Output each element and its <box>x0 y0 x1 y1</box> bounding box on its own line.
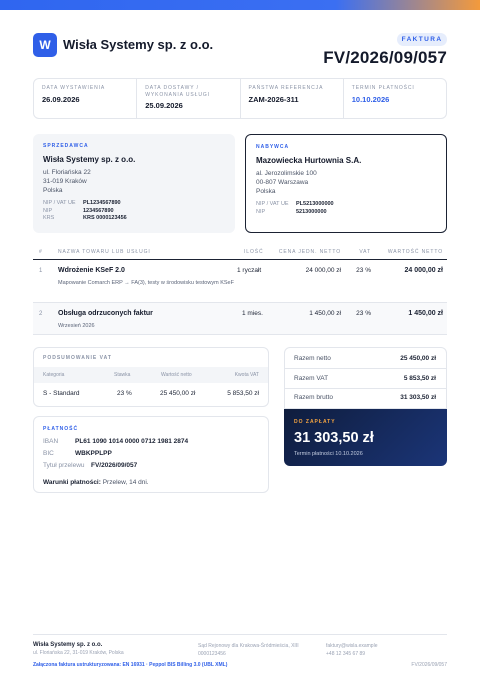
payment-bic <box>43 450 112 457</box>
invoice-meta <box>33 78 447 119</box>
vat-summary-header <box>34 367 268 383</box>
address-country: Polska <box>43 187 63 194</box>
meta-label: DATA WYSTAWIENIA <box>42 85 106 91</box>
footer-attachment-note: Załączona faktura ustrukturyzowana: EN 16931 · Peppol BIS Billing 3.0 (UBL XML) <box>33 662 228 668</box>
invoice-number: FV/2026/09/057 <box>323 48 447 67</box>
amount-due-label: DO ZAPŁATY <box>294 419 336 425</box>
footer-court-line: 0000123456 <box>198 651 226 657</box>
row-amount: 24 000,00 zł <box>404 267 443 274</box>
iban-value: PL61 1090 1014 0000 0712 1981 2874 <box>75 438 189 445</box>
row-vat: 23 % <box>356 267 371 274</box>
footer-court-line: Sąd Rejonowy dla Krakowa-Śródmieścia, XIII <box>198 643 299 649</box>
id-value: KRS 0000123456 <box>83 215 127 221</box>
vat-net: 25 450,00 zł <box>160 390 196 397</box>
col-index: # <box>39 249 43 255</box>
row-name: Wdrożenie KSeF 2.0 <box>58 267 125 274</box>
document-type-badge: FAKTURA <box>397 33 447 46</box>
row-price: 24 000,00 zł <box>305 267 341 274</box>
vat-col-rate: Stawka <box>114 372 131 378</box>
divider <box>285 388 446 389</box>
row-vat: 23 % <box>356 310 371 317</box>
amount-due-value: 31 303,50 zł <box>294 430 374 446</box>
seller-name: Wisła Systemy sp. z o.o. <box>43 155 136 164</box>
terms-label: Warunki płatności: <box>43 479 101 486</box>
id-key: NIP <box>256 208 266 215</box>
vat-col-category: Kategoria <box>43 372 65 378</box>
address-line: 31-019 Kraków <box>43 178 87 185</box>
table-row <box>33 303 447 335</box>
footer-invoice-ref: FV/2026/09/057 <box>411 662 447 668</box>
buyer-address <box>256 169 436 196</box>
row-amount: 1 450,00 zł <box>408 310 443 317</box>
meta-issue-date <box>34 79 137 118</box>
items-table-header <box>33 246 447 260</box>
meta-value: 10.10.2026 <box>351 94 390 104</box>
vat-summary-label: PODSUMOWANIE VAT <box>43 355 112 361</box>
top-accent-bar <box>0 0 480 10</box>
col-amount: WARTOŚĆ NETTO <box>387 249 443 255</box>
meta-label: TERMIN PŁATNOŚCI <box>351 85 415 91</box>
transfer-title-value: FV/2026/09/057 <box>91 462 138 469</box>
id-key: NIP / VAT UE <box>43 200 76 206</box>
buyer-name: Mazowiecka Hurtownia S.A. <box>256 156 362 165</box>
address-line: al. Jerozolimskie 100 <box>256 170 317 177</box>
iban-label: IBAN <box>43 438 59 445</box>
company-name: Wisła Systemy sp. z o.o. <box>63 37 214 52</box>
id-key: NIP <box>43 207 53 214</box>
id-key: NIP / VAT UE <box>256 201 289 207</box>
bic-label: BIC <box>43 450 54 457</box>
total-net-label: Razem netto <box>294 355 331 362</box>
row-name: Obsługa odrzuconych faktur <box>58 310 153 317</box>
total-vat-label: Razem VAT <box>294 375 329 382</box>
col-name: NAZWA TOWARU LUB USŁUGI <box>58 249 151 255</box>
meta-value: 25.09.2026 <box>145 101 183 110</box>
address-line: 00-807 Warszawa <box>256 179 309 186</box>
payment-box <box>33 416 269 493</box>
footer-company: Wisła Systemy sp. z o.o. <box>33 642 103 648</box>
row-price: 1 450,00 zł <box>309 310 341 317</box>
totals-box <box>284 347 447 409</box>
bic-value: WBKPPLPP <box>75 450 112 457</box>
payment-title <box>43 462 137 469</box>
meta-label: PAŃSTWA REFERENCJA <box>248 85 324 91</box>
footer-email: faktury@wisla.example <box>326 643 378 649</box>
amount-due-panel <box>284 409 447 466</box>
row-description: Wrzesień 2026 <box>58 323 95 329</box>
buyer-card <box>245 134 447 233</box>
id-value: PL1234567890 <box>83 200 121 206</box>
transfer-title-label: Tytuł przelewu <box>43 462 85 469</box>
vat-summary-row <box>34 385 268 405</box>
address-country: Polska <box>256 188 276 195</box>
row-index: 1 <box>39 268 43 274</box>
footer-address: ul. Floriańska 22, 31-019 Kraków, Polska <box>33 650 124 656</box>
seller-address <box>43 168 225 195</box>
table-row <box>33 260 447 303</box>
payment-iban <box>43 438 188 445</box>
company-logo: W <box>33 33 57 57</box>
meta-label: DATA DOSTAWY / WYKONANIA USŁUGI <box>145 85 210 98</box>
seller-ids <box>43 200 225 223</box>
divider <box>285 368 446 369</box>
vat-category: S - Standard <box>43 390 80 397</box>
buyer-ids <box>256 201 436 216</box>
meta-value: 26.09.2026 <box>42 94 80 104</box>
vat-rate: 23 % <box>117 390 132 397</box>
address-line: ul. Floriańska 22 <box>43 169 91 176</box>
id-value: PL5213000000 <box>296 201 334 207</box>
row-description: Mapowanie Comarch ERP → FA(3), testy w środowisku testowym KSeF <box>58 280 234 286</box>
total-net-value: 25 450,00 zł <box>400 355 436 362</box>
footer-court <box>198 642 316 658</box>
vat-amount: 5 853,50 zł <box>227 390 259 397</box>
row-qty: 1 ryczałt <box>237 267 262 274</box>
col-qty: ILOŚĆ <box>244 249 264 255</box>
seller-card <box>33 134 235 233</box>
payment-terms <box>43 479 149 486</box>
total-vat-value: 5 853,50 zł <box>403 375 436 382</box>
footer-divider <box>33 634 447 635</box>
vat-summary-box <box>33 347 269 407</box>
col-price: CENA JEDN. NETTO <box>278 249 341 255</box>
id-value: 1234567890 <box>83 207 114 214</box>
total-gross <box>294 394 436 401</box>
buyer-label: NABYWCA <box>256 144 290 150</box>
payment-label: PŁATNOŚĆ <box>43 426 79 432</box>
terms-value: Przelew, 14 dni. <box>102 479 149 486</box>
vat-col-net: Wartość netto <box>161 372 192 378</box>
footer-contact <box>326 642 377 658</box>
vat-col-amount: Kwota VAT <box>234 372 259 378</box>
footer-phone: +48 12 345 67 89 <box>326 651 366 657</box>
meta-due-date <box>344 79 446 118</box>
seller-label: SPRZEDAWCA <box>43 143 89 149</box>
total-vat <box>294 375 436 382</box>
col-vat: VAT <box>359 249 371 255</box>
total-gross-value: 31 303,50 zł <box>400 394 436 401</box>
amount-due-term: Termin płatności 10.10.2026 <box>294 451 363 457</box>
meta-reference <box>241 79 344 118</box>
total-gross-label: Razem brutto <box>294 394 334 401</box>
row-index: 2 <box>39 311 43 317</box>
row-qty: 1 mies. <box>242 310 263 317</box>
meta-value: ZAM-2026-311 <box>248 94 299 104</box>
id-value: 5213000000 <box>296 208 327 215</box>
id-key: KRS <box>43 215 55 221</box>
meta-delivery-date <box>137 79 240 118</box>
total-net <box>294 355 436 362</box>
